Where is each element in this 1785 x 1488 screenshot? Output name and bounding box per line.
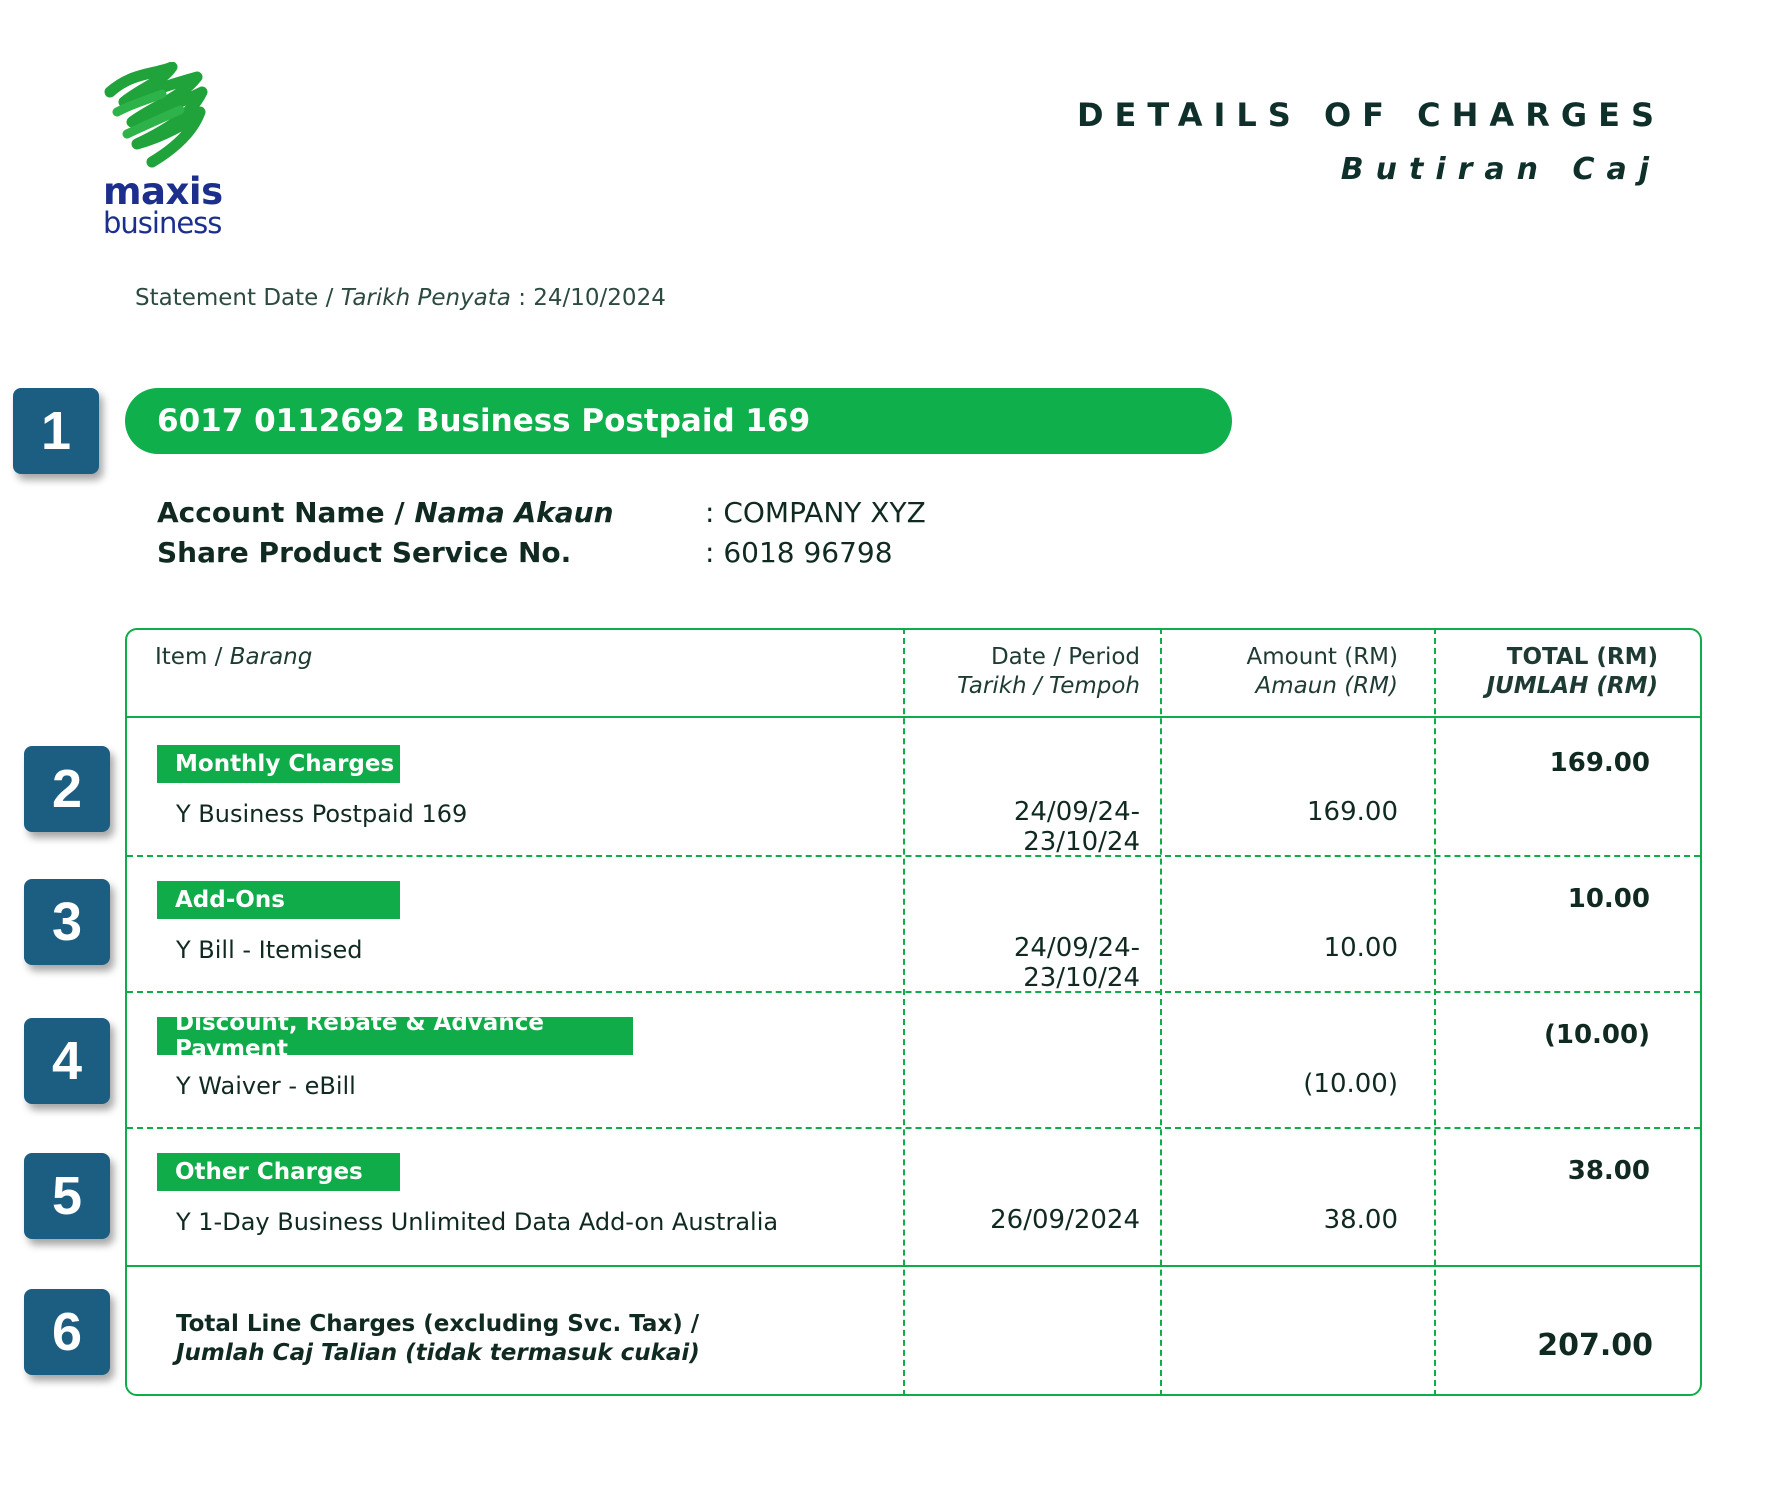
line-item: Y Bill - Itemised xyxy=(176,936,363,964)
row-divider xyxy=(127,1127,1700,1129)
col-header-item: Item / Barang xyxy=(155,644,313,670)
col-header-amount: Amount (RM) Amaun (RM) xyxy=(1246,644,1398,699)
step-badge-5: 5 xyxy=(24,1153,110,1239)
col-divider xyxy=(903,628,905,1396)
grand-total-value: 207.00 xyxy=(1537,1328,1653,1363)
step-badge-4: 4 xyxy=(24,1018,110,1104)
page-subtitle: Butiran Caj xyxy=(1340,152,1661,187)
statement-sep: : xyxy=(510,285,534,311)
section-tag-discount: Discount, Rebate & Advance Payment xyxy=(157,1017,633,1055)
maxis-logo-icon xyxy=(102,62,222,172)
item-amount: (10.00) xyxy=(1303,1069,1398,1099)
section-tag-other: Other Charges xyxy=(157,1153,400,1191)
statement-date-value: 24/10/2024 xyxy=(533,285,666,311)
total-divider xyxy=(127,1265,1700,1267)
header-divider xyxy=(127,716,1700,718)
line-title: 6017 0112692 Business Postpaid 169 xyxy=(157,403,811,439)
line-item: Y Waiver - eBill xyxy=(176,1072,356,1100)
col-header-date: Date / Period Tarikh / Tempoh xyxy=(957,644,1140,699)
line-item: Y Business Postpaid 169 xyxy=(176,800,468,828)
step-badge-6: 6 xyxy=(24,1289,110,1375)
statement-label-ms: Tarikh Penyata xyxy=(340,285,511,311)
item-amount: 38.00 xyxy=(1323,1205,1398,1235)
section-total: 10.00 xyxy=(1567,884,1650,914)
grand-total-label: Total Line Charges (excluding Svc. Tax) / Jumlah Caj Talian (tidak termasuk cukai) xyxy=(176,1311,700,1366)
section-tag-monthly: Monthly Charges xyxy=(157,745,400,783)
item-amount: 10.00 xyxy=(1323,933,1398,963)
section-tag-addons: Add-Ons xyxy=(157,881,400,919)
section-total: 38.00 xyxy=(1567,1156,1650,1186)
account-name-value: : COMPANY XYZ xyxy=(705,496,926,529)
item-amount: 169.00 xyxy=(1307,797,1398,827)
statement-date xyxy=(135,285,666,311)
share-service-label: Share Product Service No. xyxy=(157,536,572,569)
item-date: 24/09/24-23/10/24 xyxy=(1013,933,1140,993)
step-badge-2: 2 xyxy=(24,746,110,832)
step-badge-3: 3 xyxy=(24,879,110,965)
line-item: Y 1-Day Business Unlimited Data Add-on Australia xyxy=(176,1208,779,1236)
account-name-label: Account Name / Nama Akaun xyxy=(157,496,614,529)
page-title: DETAILS OF CHARGES xyxy=(1076,96,1665,134)
item-date: 24/09/24-23/10/24 xyxy=(1013,797,1140,857)
brand-name: maxis xyxy=(103,170,223,213)
item-date: 26/09/2024 xyxy=(990,1205,1140,1235)
col-divider xyxy=(1160,628,1162,1396)
share-service-value: : 6018 96798 xyxy=(705,536,893,569)
statement-label-en: Statement Date / xyxy=(135,285,341,311)
col-header-total: TOTAL (RM) JUMLAH (RM) xyxy=(1486,644,1658,699)
line-banner xyxy=(125,388,1232,454)
brand-sub: business xyxy=(103,206,222,240)
col-divider xyxy=(1434,628,1436,1396)
section-total: (10.00) xyxy=(1543,1020,1650,1050)
step-badge-1: 1 xyxy=(13,388,99,474)
section-total: 169.00 xyxy=(1549,748,1650,778)
